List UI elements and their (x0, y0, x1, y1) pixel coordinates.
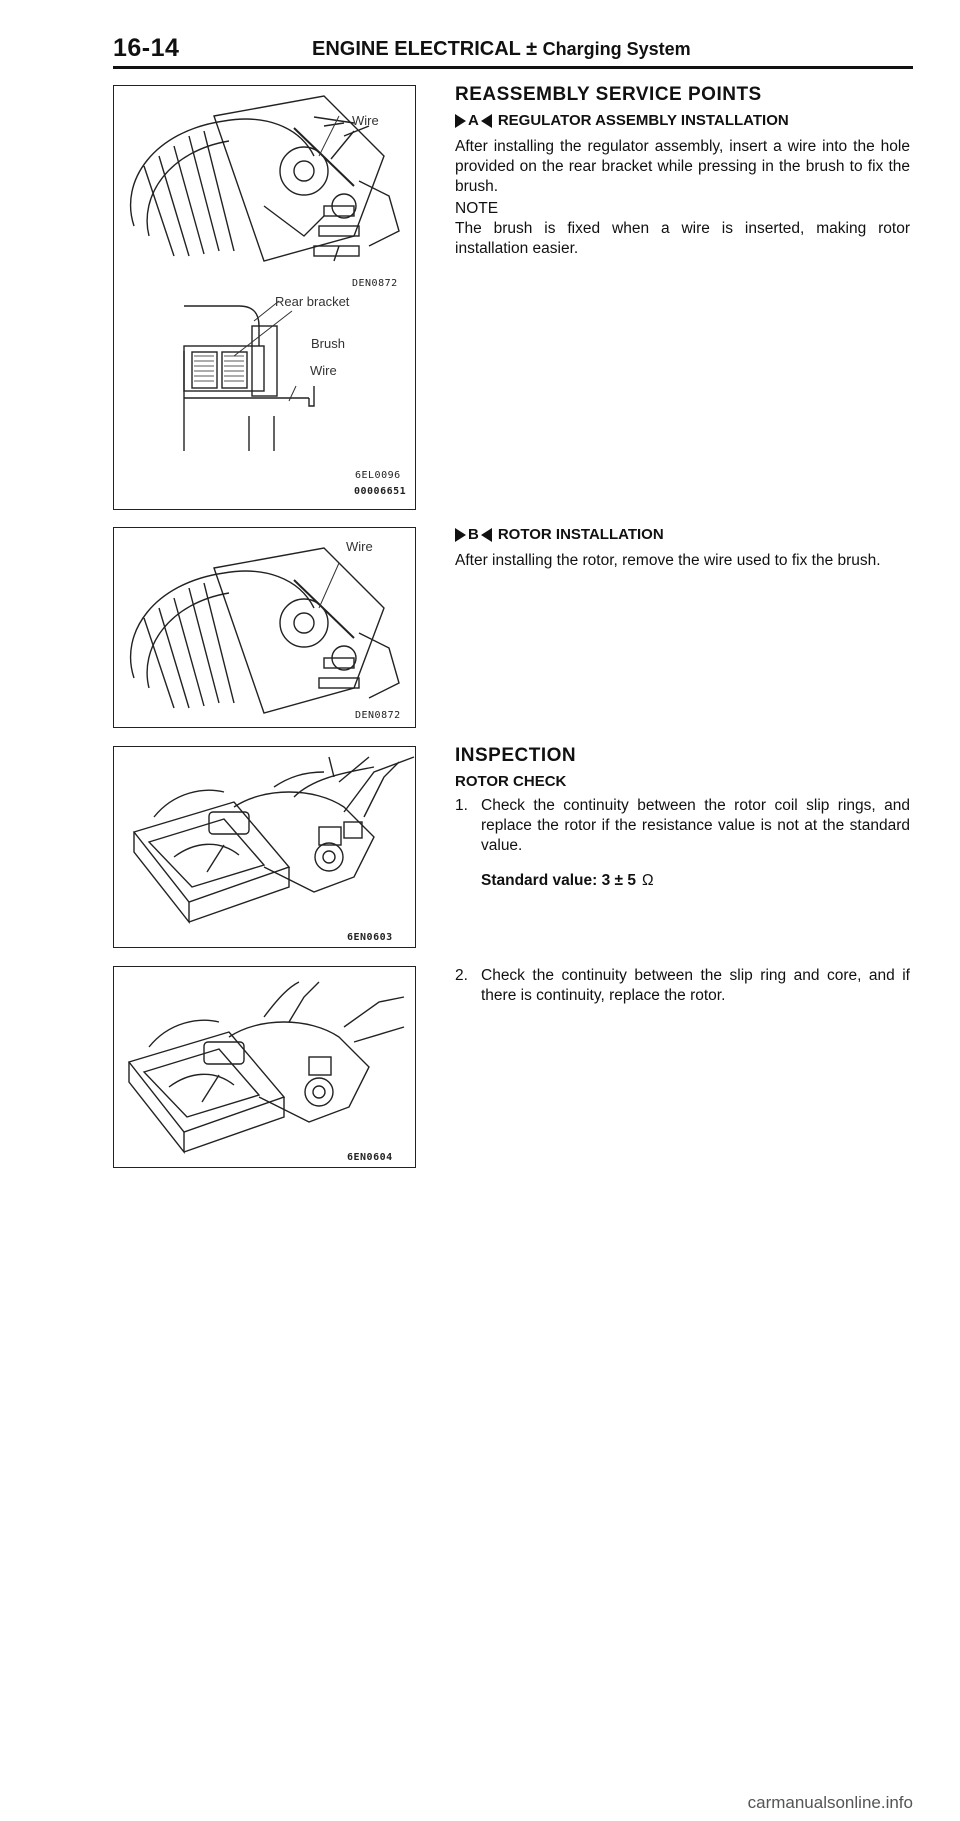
list-item (455, 796, 910, 856)
procedure-a-body (455, 137, 910, 197)
page-number: 16-14 (113, 34, 180, 62)
figure-rotor-installation (113, 527, 416, 728)
label-brush: Brush (311, 336, 345, 351)
alternator-rear-illustration (114, 86, 416, 510)
list-text: Check the continuity between the rotor coil slip rings, and replace the rotor if the resistance value is not at the standard value. (481, 797, 910, 854)
list-text: Check the continuity between the slip ring and core, and if there is continuity, replace the rotor. (481, 967, 910, 1004)
figure-code: 6EN0603 (347, 932, 393, 943)
right-triangle-icon (455, 114, 466, 128)
standard-value-text: Standard value: 3 ± 5 (481, 872, 636, 889)
note (455, 199, 910, 259)
reassembly-section (455, 84, 910, 106)
procedure-b (455, 526, 910, 543)
inspection-subheading (455, 773, 910, 790)
procedure-letter: B (468, 526, 479, 543)
inspection-section (455, 745, 910, 767)
left-triangle-icon (481, 528, 492, 542)
inspection-item-1 (455, 796, 910, 856)
rotor-core-ohmmeter-illustration (114, 967, 416, 1168)
rotor-ohmmeter-illustration (114, 747, 416, 948)
procedure-a (455, 112, 910, 129)
subsection-heading: ROTOR CHECK (455, 773, 567, 790)
alternator-illustration (114, 528, 416, 728)
figure-slip-ring-core-check (113, 966, 416, 1168)
header-rule (113, 66, 913, 69)
label-wire: Wire (346, 539, 373, 554)
label-rear-bracket: Rear bracket (275, 294, 350, 309)
right-triangle-icon (455, 528, 466, 542)
figure-code: DEN0872 (352, 278, 398, 289)
list-item (455, 966, 910, 1006)
procedure-title: REGULATOR ASSEMBLY INSTALLATION (497, 112, 789, 129)
note-body: The brush is fixed when a wire is inserted, making rotor installation easier. (455, 220, 910, 257)
section-heading: INSPECTION (455, 745, 577, 766)
figure-rotor-check-slip-rings (113, 746, 416, 948)
section-subtitle: Charging System (542, 39, 691, 59)
section-title: ENGINE ELECTRICAL (312, 38, 521, 60)
watermark: carmanualsonline.info (747, 1793, 913, 1812)
standard-value (455, 872, 910, 890)
paragraph: After installing the rotor, remove the wire used to fix the brush. (455, 552, 881, 569)
label-wire: Wire (352, 113, 379, 128)
list-number: 2. (455, 967, 468, 984)
figure-code: DEN0872 (355, 710, 401, 721)
procedure-title: ROTOR INSTALLATION (497, 526, 664, 543)
paragraph: After installing the regulator assembly, insert a wire into the hole provided on the rear bracket while pressing in the brush to fix the brush. (455, 138, 910, 195)
section-heading: REASSEMBLY SERVICE POINTS (455, 84, 762, 105)
procedure-letter: A (468, 112, 479, 129)
ohm-unit: Ω (641, 872, 654, 889)
procedure-heading (455, 112, 910, 129)
label-wire: Wire (310, 363, 337, 378)
figure-code: 6EL0096 (355, 470, 401, 481)
list-number: 1. (455, 797, 468, 814)
page-title (312, 38, 691, 61)
title-separator: ± (526, 38, 538, 60)
note-label: NOTE (455, 200, 499, 217)
figure-regulator-brush-wire (113, 85, 416, 510)
document-code: 00006651 (354, 486, 407, 497)
procedure-b-body (455, 551, 910, 571)
figure-code: 6EN0604 (347, 1152, 393, 1163)
left-triangle-icon (481, 114, 492, 128)
procedure-heading (455, 526, 910, 543)
inspection-item-2 (455, 966, 910, 1006)
